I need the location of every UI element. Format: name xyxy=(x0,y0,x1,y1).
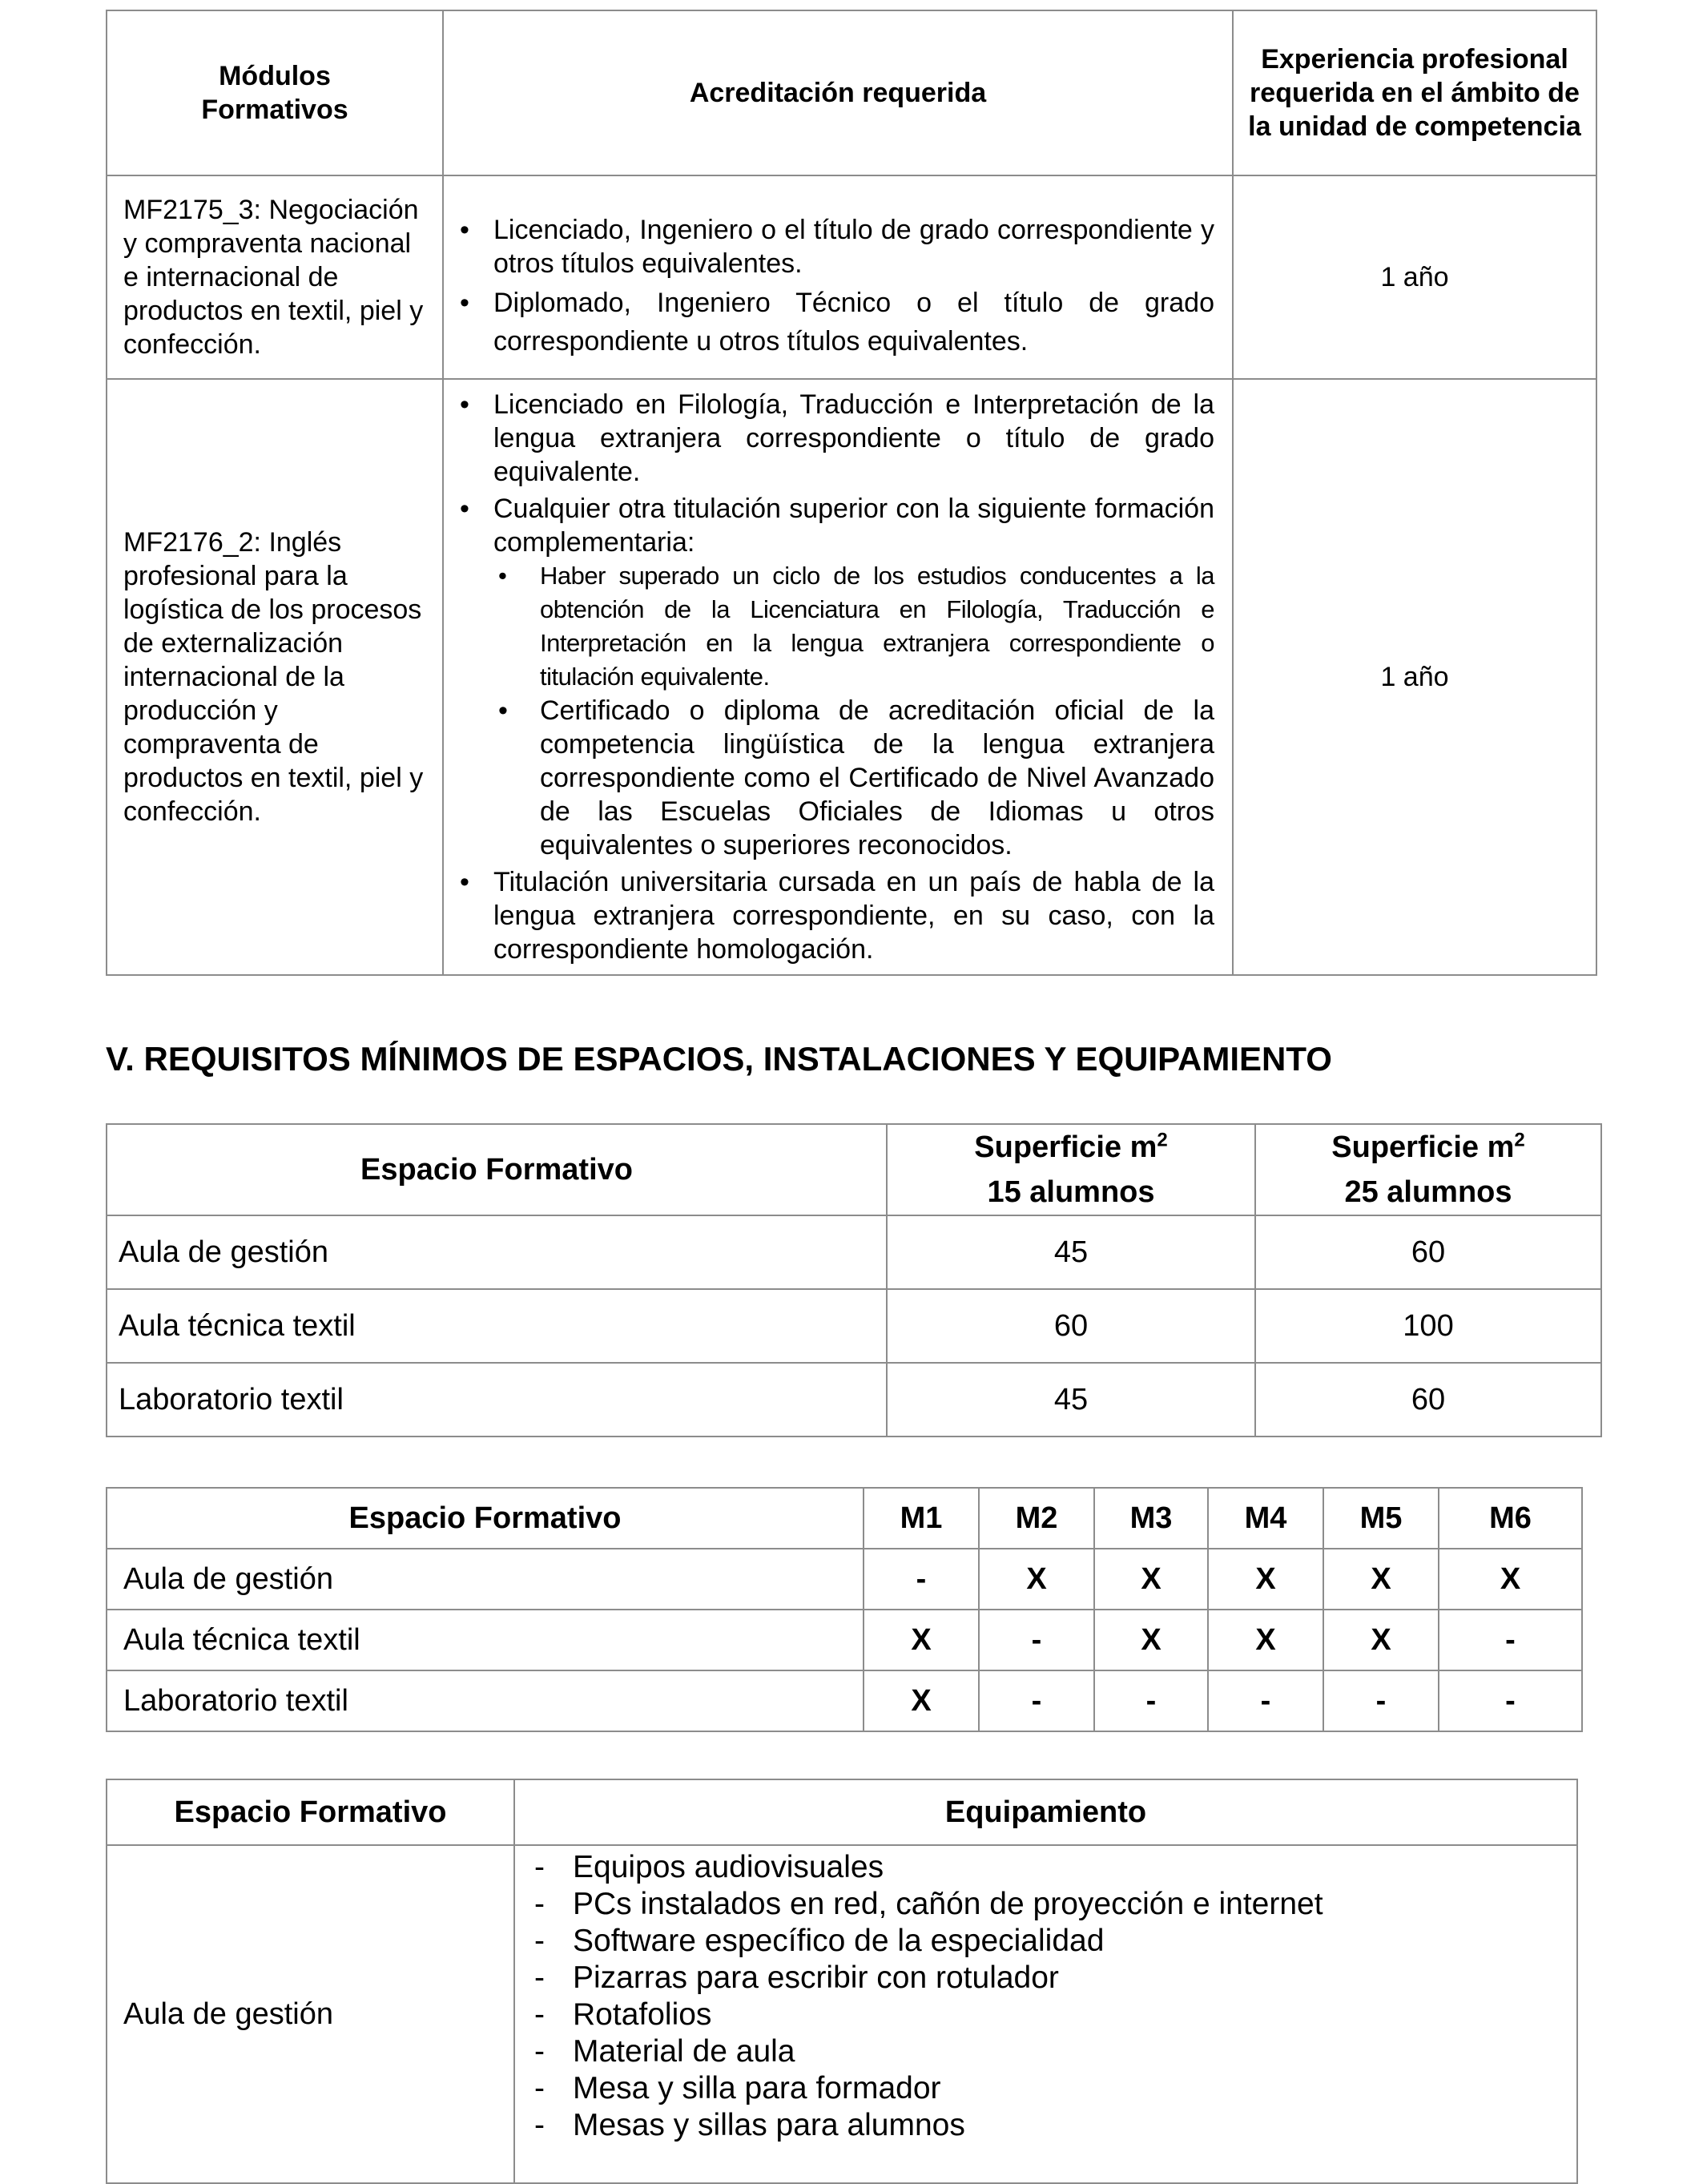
equipment-item: - Pizarras para escribir con rotulador xyxy=(531,1960,1576,1997)
equipment-item: - PCs instalados en red, cañón de proyección e internet xyxy=(531,1886,1576,1923)
space-name: Aula de gestión xyxy=(107,1549,864,1610)
surface-table xyxy=(106,1123,1602,1437)
space-name: Aula de gestión xyxy=(107,1845,514,2183)
header-accreditation: Acreditación requerida xyxy=(443,10,1233,175)
table-row xyxy=(107,379,1596,975)
header-surface-25: Superficie $m^2$ 25 alumnos xyxy=(1255,1124,1601,1215)
space-name: Aula técnica textil xyxy=(107,1610,864,1670)
equipment-item: - Mesas y sillas para alumnos xyxy=(531,2107,1576,2144)
requirement-item: • Licenciado, Ingeniero o el título de grado correspondiente y otros títulos equivalentes. xyxy=(458,213,1214,280)
table-row xyxy=(107,1845,1577,2183)
table-row xyxy=(107,1670,1582,1731)
space-name: Laboratorio textil xyxy=(107,1363,887,1437)
experience-cell: 1 año xyxy=(1233,379,1596,975)
module-mark: X xyxy=(864,1670,979,1731)
module-mark: X xyxy=(1323,1549,1439,1610)
header-modules: Módulos Formativos xyxy=(107,10,443,175)
table-row xyxy=(107,175,1596,379)
equipment-header-row xyxy=(107,1779,1577,1845)
space-name: Aula de gestión xyxy=(107,1215,887,1289)
module-mark: X xyxy=(1439,1549,1582,1610)
experience-cell: 1 año xyxy=(1233,175,1596,379)
requirement-item: • Titulación universitaria cursada en un país de habla de la lengua extranjera correspondiente, en su caso, con la correspondiente homologación. xyxy=(458,865,1214,966)
table-row xyxy=(107,1363,1601,1437)
table-row xyxy=(107,1610,1582,1670)
surface-15: 60 xyxy=(887,1289,1255,1363)
equipment-item: - Mesa y silla para formador xyxy=(531,2070,1576,2107)
header-experience: Experiencia profesional requerida en el ámbito de la unidad de competencia xyxy=(1233,10,1596,175)
header-m4: M4 xyxy=(1208,1488,1323,1549)
header-m3: M3 xyxy=(1094,1488,1208,1549)
header-space: Espacio Formativo xyxy=(107,1779,514,1845)
surface-25: 60 xyxy=(1255,1363,1601,1437)
module-mark: X xyxy=(979,1549,1094,1610)
module-mark: - xyxy=(864,1549,979,1610)
header-m6: M6 xyxy=(1439,1488,1582,1549)
surface-header-row xyxy=(107,1124,1601,1215)
module-mark: - xyxy=(979,1610,1094,1670)
module-mark: - xyxy=(1208,1670,1323,1731)
module-mark: - xyxy=(1323,1670,1439,1731)
space-name: Laboratorio textil xyxy=(107,1670,864,1731)
accreditation-table xyxy=(106,10,1597,976)
space-name: Aula técnica textil xyxy=(107,1289,887,1363)
requirement-item xyxy=(458,492,1214,862)
equipment-item: - Material de aula xyxy=(531,2033,1576,2070)
module-mark: - xyxy=(979,1670,1094,1731)
surface-25: 60 xyxy=(1255,1215,1601,1289)
sub-requirement-item: • Certificado o diploma de acreditación oficial de la competencia lingüística de la lengua extranjera correspondiente como el Certificado de Nivel Avanzado de las Escuelas Oficiales de Idiomas u otros equivalentes o superiores reconocidos. xyxy=(458,694,1214,862)
module-mark: - xyxy=(1439,1610,1582,1670)
module-mark: X xyxy=(1208,1610,1323,1670)
header-space: Espacio Formativo xyxy=(107,1488,864,1549)
module-mark: X xyxy=(1208,1549,1323,1610)
surface-15: 45 xyxy=(887,1215,1255,1289)
equipment-item: - Equipos audiovisuales xyxy=(531,1849,1576,1886)
requirement-item: • Diplomado, Ingeniero Técnico o el título de grado correspondiente u otros títulos equivalentes. xyxy=(458,284,1214,361)
equipment-item: - Rotafolios xyxy=(531,1997,1576,2033)
table-row xyxy=(107,1549,1582,1610)
sub-requirement-list xyxy=(458,559,1214,862)
accreditation-header-row xyxy=(107,10,1596,175)
requirement-item: • Licenciado en Filología, Traducción e Interpretación de la lengua extranjera correspondiente o título de grado equivalente. xyxy=(458,388,1214,489)
requirements-cell xyxy=(443,175,1233,379)
surface-25: 100 xyxy=(1255,1289,1601,1363)
module-cell: MF2175_3: Negociación y compraventa nacional e internacional de productos en textil, piel y confección. xyxy=(107,175,443,379)
equipment-cell xyxy=(514,1845,1577,2183)
header-surface-15: Superficie $m^2$ 15 alumnos xyxy=(887,1124,1255,1215)
sub-requirement-item: • Haber superado un ciclo de los estudios conducentes a la obtención de la Licenciatura en Filología, Traducción e Interpretación en la lengua extranjera correspondiente o titulación equivalente. xyxy=(458,559,1214,694)
module-header-row xyxy=(107,1488,1582,1549)
header-m2: M2 xyxy=(979,1488,1094,1549)
header-equipment: Equipamiento xyxy=(514,1779,1577,1845)
header-m5: M5 xyxy=(1323,1488,1439,1549)
table-row xyxy=(107,1289,1601,1363)
equipment-item: - Software específico de la especialidad xyxy=(531,1923,1576,1960)
surface-15: 45 xyxy=(887,1363,1255,1437)
module-mark: X xyxy=(1323,1610,1439,1670)
module-cell: MF2176_2: Inglés profesional para la logística de los procesos de externalización internacional de la producción y compraventa de productos en textil, piel y confección. xyxy=(107,379,443,975)
equipment-table xyxy=(106,1779,1578,2184)
module-mark: - xyxy=(1094,1670,1208,1731)
module-mark: X xyxy=(864,1610,979,1670)
module-space-table xyxy=(106,1487,1583,1732)
module-mark: X xyxy=(1094,1549,1208,1610)
equipment-list xyxy=(531,1849,1576,2144)
section-title: V. REQUISITOS MÍNIMOS DE ESPACIOS, INSTALACIONES Y EQUIPAMIENTO xyxy=(106,1040,1332,1078)
table-row xyxy=(107,1215,1601,1289)
module-mark: - xyxy=(1439,1670,1582,1731)
requirement-text: Cualquier otra titulación superior con la siguiente formación complementaria: xyxy=(493,494,1214,558)
module-mark: X xyxy=(1094,1610,1208,1670)
header-space: Espacio Formativo xyxy=(107,1124,887,1215)
header-m1: M1 xyxy=(864,1488,979,1549)
requirements-cell xyxy=(443,379,1233,975)
